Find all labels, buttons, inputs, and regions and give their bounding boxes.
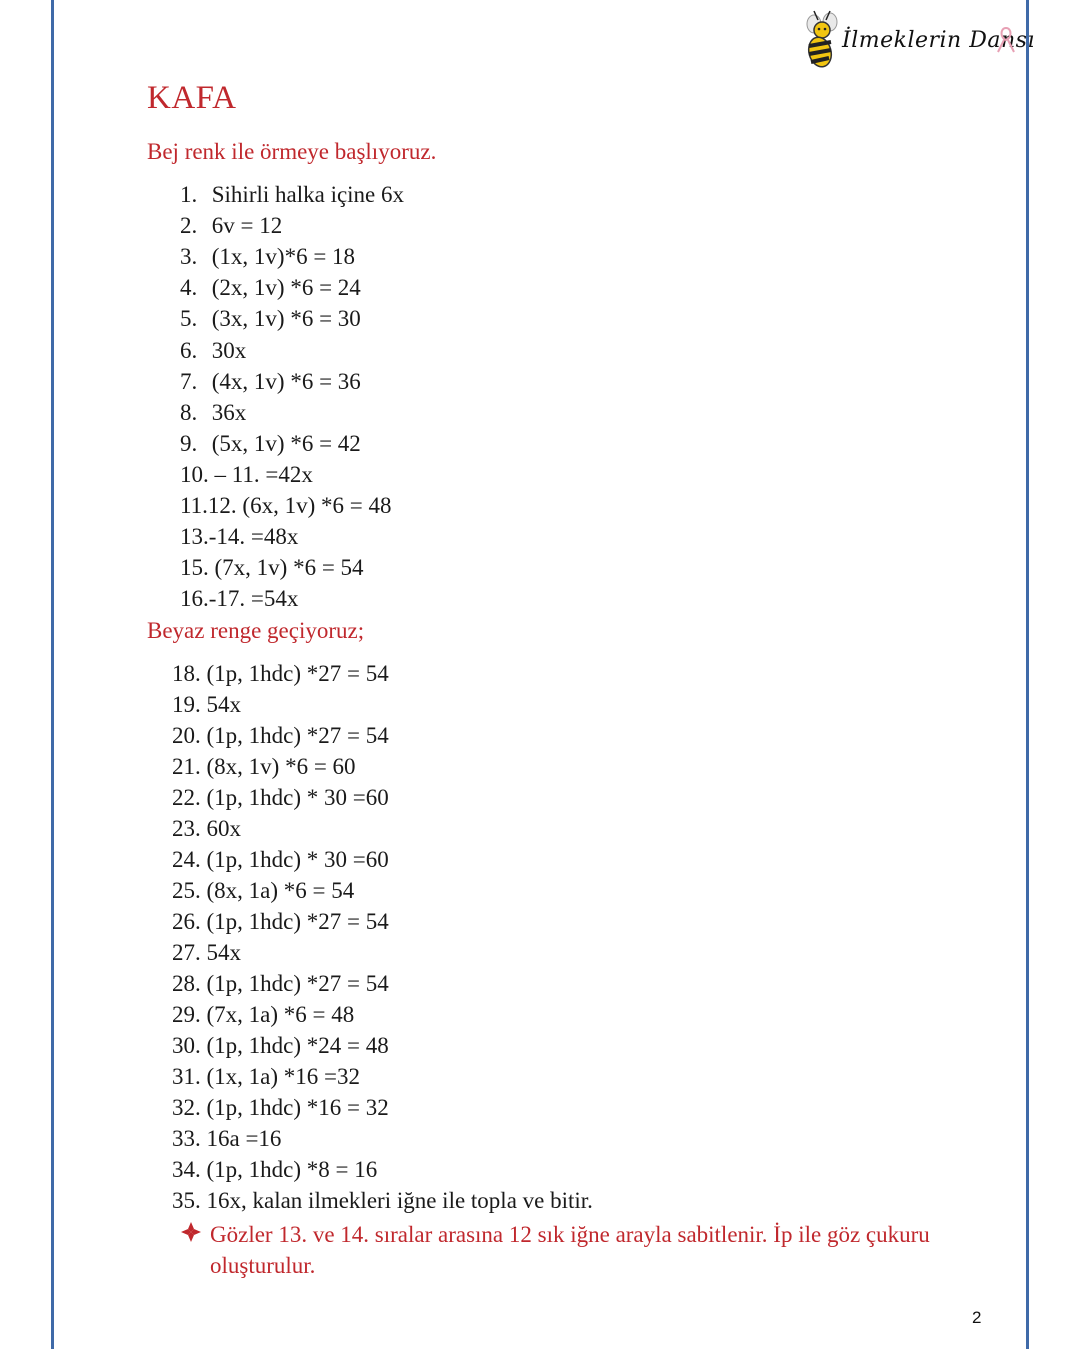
list-item-number: 7.: [180, 368, 198, 394]
list-item-number: 1.: [180, 182, 198, 207]
list-item: [172, 816, 241, 842]
list-item-text: (7x, 1a) *6 = 48: [206, 1002, 355, 1027]
list-item-text: (1x, 1v)*6 = 18: [211, 244, 356, 270]
brand-logo: [800, 8, 1035, 76]
list-item-text: (2x, 1v) *6 = 24: [211, 275, 361, 301]
list-item-number: 30.: [172, 1033, 201, 1058]
list-item: [180, 431, 361, 457]
list-item: [172, 1126, 281, 1152]
list-item: [172, 909, 389, 935]
list-item-text: (1p, 1hdc) * 30 =60: [206, 785, 389, 810]
list-item-text: 16a =16: [206, 1126, 282, 1151]
list-item: [180, 275, 361, 301]
list-item: [180, 586, 298, 612]
list-item-number: 27.: [172, 940, 201, 965]
list-item: [172, 940, 241, 966]
list-item: [172, 754, 356, 780]
list-item: [180, 338, 246, 364]
list-item-number: 11.12.: [180, 493, 237, 518]
list-item-text: (1p, 1hdc) *27 = 54: [206, 723, 389, 748]
list-item-text: 30x: [211, 337, 247, 363]
list-item-number: 10. – 11.: [180, 461, 260, 487]
list-item-text: 36x: [211, 399, 247, 425]
list-item: [180, 244, 355, 270]
brand-logo-text: İlmeklerin Dansı: [842, 28, 1035, 53]
list-item: [172, 847, 389, 873]
list-item: [180, 524, 298, 550]
list-item: [172, 692, 241, 718]
list-item: [180, 306, 361, 332]
list-item-text: (1x, 1a) *16 =32: [206, 1064, 360, 1089]
list-item-number: 15.: [180, 555, 209, 581]
list-item-text: =48x: [250, 524, 299, 550]
list-item-text: 54x: [206, 940, 241, 965]
list-item: [172, 785, 389, 811]
list-item-text: 60x: [206, 816, 241, 841]
list-item-number: 3.: [180, 244, 198, 270]
list-item-text: (6x, 1v) *6 = 48: [242, 493, 392, 518]
list-item-text: (1p, 1hdc) *24 = 48: [206, 1033, 389, 1058]
list-item-text: (4x, 1v) *6 = 36: [211, 368, 361, 394]
list-item-text: (1p, 1hdc) * 30 =60: [206, 847, 389, 872]
list-item-number: 25.: [172, 878, 201, 903]
list-item-number: 2.: [180, 213, 198, 239]
list-item-number: 18.: [172, 661, 201, 686]
list-item-number: 32.: [172, 1095, 201, 1120]
list-item-number: 28.: [172, 971, 201, 996]
list-item: [180, 555, 364, 581]
page-number: 2: [972, 1308, 982, 1327]
note-text: Gözler 13. ve 14. sıralar arasına 12 sık iğne arayla sabitlenir. İp ile göz çukuru oluşturulur.: [210, 1222, 930, 1278]
list-item-number: 22.: [172, 785, 201, 810]
list-item: [172, 1002, 354, 1028]
list-item-text: (5x, 1v) *6 = 42: [211, 430, 361, 456]
list-item-text: (8x, 1v) *6 = 60: [206, 754, 356, 779]
diamond-bullet-icon: [180, 1221, 202, 1243]
list-item-number: 33.: [172, 1126, 201, 1151]
list-item-text: (8x, 1a) *6 = 54: [206, 878, 355, 903]
list-item-number: 9.: [180, 430, 198, 456]
list-item-number: 5.: [180, 306, 198, 332]
list-item-number: 13.-14.: [180, 524, 246, 550]
list-item: [180, 462, 313, 488]
list-item-number: 35.: [172, 1188, 201, 1213]
list-item-text: (1p, 1hdc) *8 = 16: [206, 1157, 378, 1182]
list-item: [180, 493, 391, 519]
list-item-text: (1p, 1hdc) *27 = 54: [206, 909, 389, 934]
list-item: [172, 661, 389, 687]
list-item-number: 31.: [172, 1064, 201, 1089]
list-item-number: 6.: [180, 337, 198, 363]
list-item-text: 54x: [206, 692, 241, 717]
list-item-number: 16.-17.: [180, 586, 246, 612]
list-item-number: 24.: [172, 847, 201, 872]
list-item-number: 26.: [172, 909, 201, 934]
page-border-left: [51, 0, 54, 1349]
list-item-text: Sihirli halka içine 6x: [211, 182, 405, 207]
list-item: [172, 1157, 377, 1183]
list-item-number: 19.: [172, 692, 201, 717]
section-heading-white: Beyaz renge geçiyoruz;: [147, 618, 365, 643]
list-item-text: (1p, 1hdc) *27 = 54: [206, 661, 389, 686]
list-item-number: 4.: [180, 275, 198, 301]
list-item-number: 8.: [180, 399, 198, 425]
list-item: [172, 1064, 360, 1090]
list-item-text: =42x: [265, 461, 313, 487]
bee-icon: [800, 8, 844, 72]
list-item-text: (3x, 1v) *6 = 30: [211, 306, 361, 332]
ribbon-icon: [996, 26, 1016, 54]
list-item-number: 21.: [172, 754, 201, 779]
list-item: [172, 1188, 593, 1214]
list-item: [172, 878, 354, 904]
list-item-number: 23.: [172, 816, 201, 841]
list-item-text: 16x, kalan ilmekleri iğne ile topla ve bitir.: [206, 1188, 593, 1213]
list-item-text: =54x: [250, 586, 299, 612]
list-item: [172, 971, 389, 997]
page-border-right: [1026, 0, 1029, 1349]
list-item: [172, 723, 389, 749]
list-item: [172, 1033, 389, 1059]
list-item: [180, 213, 282, 239]
page-title: KAFA: [147, 80, 237, 116]
list-item-text: (7x, 1v) *6 = 54: [214, 555, 364, 581]
list-item-text: (1p, 1hdc) *16 = 32: [206, 1095, 389, 1120]
list-item-number: 34.: [172, 1157, 201, 1182]
list-item-number: 29.: [172, 1002, 201, 1027]
section-heading-beige: Bej renk ile örmeye başlıyoruz.: [147, 139, 437, 164]
list-item: [180, 182, 404, 208]
note: [180, 1219, 940, 1281]
list-item-number: 20.: [172, 723, 201, 748]
list-item: [180, 369, 361, 395]
list-item: [172, 1095, 389, 1121]
list-item-text: 6v = 12: [211, 213, 283, 239]
list-item-text: (1p, 1hdc) *27 = 54: [206, 971, 389, 996]
list-item: [180, 400, 246, 426]
